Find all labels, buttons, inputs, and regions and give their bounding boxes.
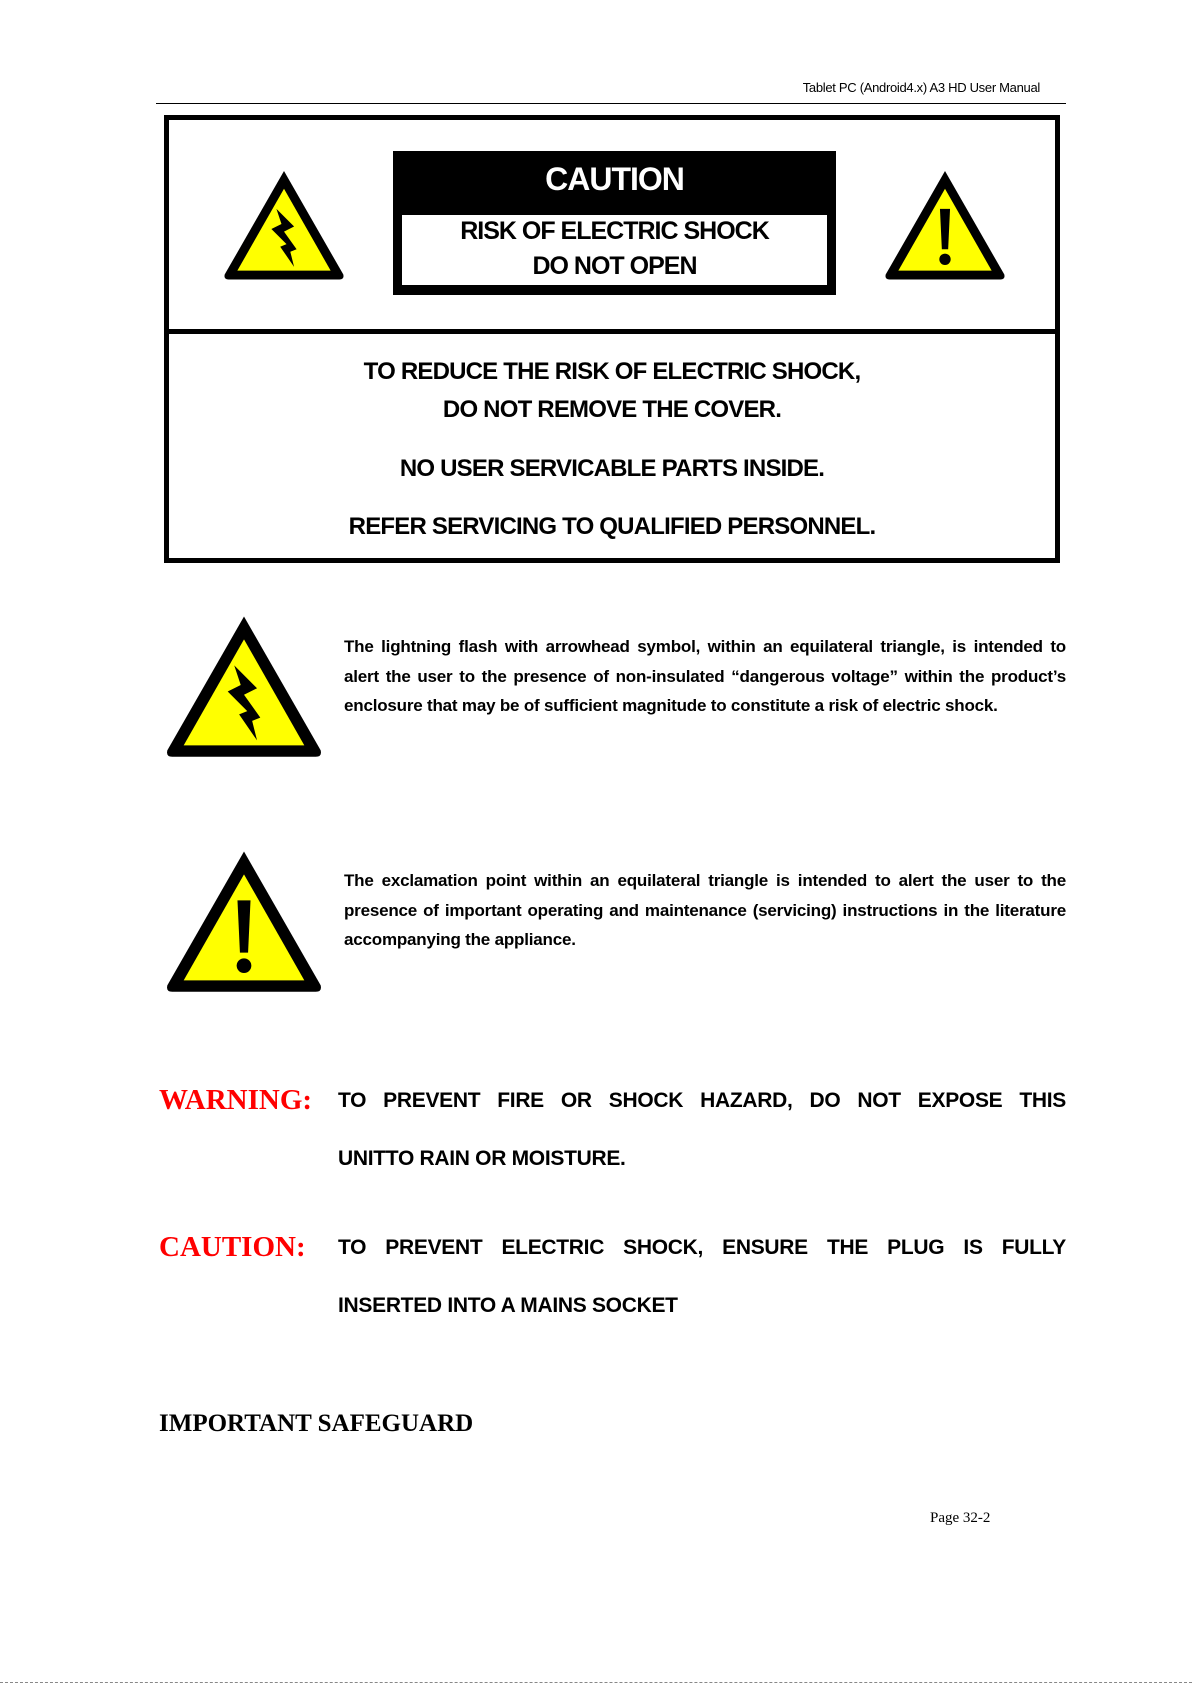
- caution-sign-title: CAUTION: [545, 161, 684, 197]
- caution-sign-line2: DO NOT OPEN: [532, 252, 697, 280]
- exclamation-symbol-description: The exclamation point within an equilateral triangle is intended to alert the user to the presence of important operating and maintenance (servicing) instructions in the literature accompanying the appliance.: [344, 871, 1066, 950]
- header-rule: [156, 103, 1066, 104]
- caution-sign: [393, 151, 836, 295]
- exclamation-warning-icon: [881, 166, 1009, 282]
- lightning-warning-icon: [158, 610, 330, 760]
- page-number: Page 32-2: [930, 1510, 991, 1526]
- page-edge: [0, 1682, 1192, 1683]
- caution-body-line: DO NOT REMOVE THE COVER.: [442, 396, 782, 423]
- caution-label-panel: [164, 115, 1060, 563]
- panel-divider: [169, 329, 1055, 334]
- caution-label: CAUTION:: [159, 1231, 306, 1263]
- caution-text-line2: INSERTED INTO A MAINS SOCKET: [338, 1294, 678, 1317]
- caution-body-line: NO USER SERVICABLE PARTS INSIDE.: [399, 455, 825, 482]
- warning-text-line2: UNITTO RAIN OR MOISTURE.: [338, 1147, 626, 1170]
- caution-sign-body: [400, 215, 829, 287]
- caution-body-line: TO REDUCE THE RISK OF ELECTRIC SHOCK,: [363, 358, 861, 385]
- exclamation-warning-icon: [158, 845, 330, 995]
- caution-body-line: REFER SERVICING TO QUALIFIED PERSONNEL.: [348, 513, 876, 540]
- header-title: Tablet PC (Android4.x) A3 HD User Manual: [802, 80, 1040, 95]
- section-title: IMPORTANT SAFEGUARD: [159, 1410, 474, 1437]
- caution-sign-line1: RISK OF ELECTRIC SHOCK: [460, 217, 769, 245]
- warning-text-line1: TO PREVENT FIRE OR SHOCK HAZARD, DO NOT EXPOSE THIS: [338, 1089, 1066, 1112]
- caution-text-line1: TO PREVENT ELECTRIC SHOCK, ENSURE THE PLUG IS FULLY: [338, 1236, 1066, 1259]
- lightning-symbol-description: The lightning flash with arrowhead symbol, within an equilateral triangle, is intended to alert the user to the presence of non-insulated “dangerous voltage” within the product’s enclosure that may be of sufficient magnitude to constitute a risk of electric shock.: [344, 637, 1066, 716]
- warning-label: WARNING:: [159, 1084, 313, 1116]
- lightning-warning-icon: [220, 166, 348, 282]
